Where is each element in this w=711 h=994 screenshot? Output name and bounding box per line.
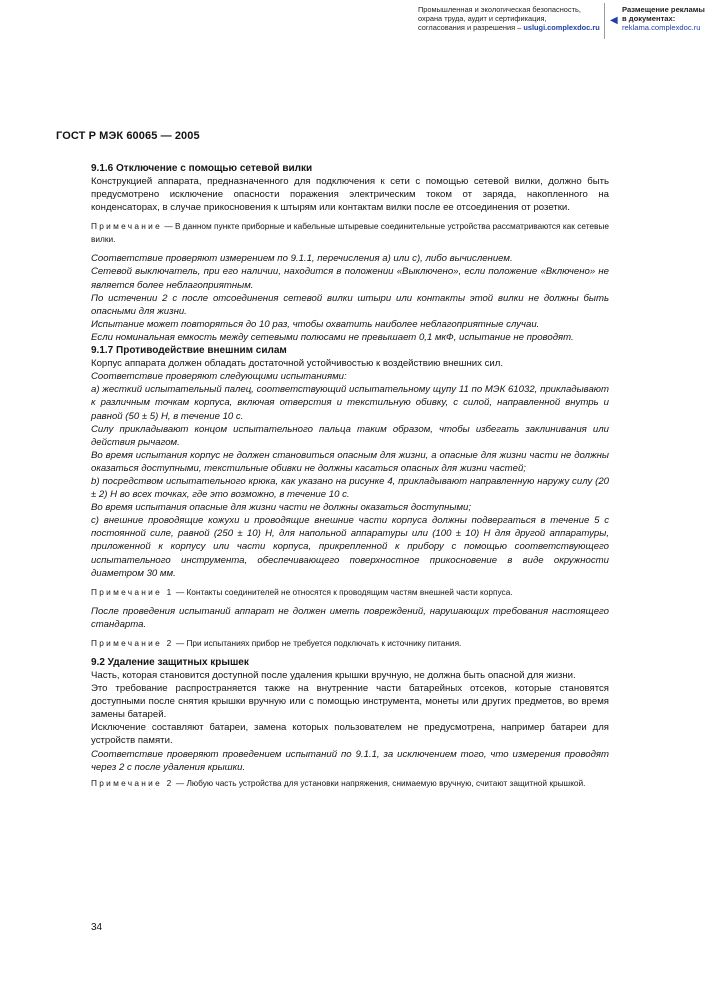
paragraph: Испытание может повторяться до 10 раз, чтобы охватить наиболее неблагоприятные случаи. [91, 318, 540, 330]
paragraph: с) внешние проводящие кожухи и проводящие внешние части корпуса должны подвергаться в течение 5 с постоянной силе, равной (250 ± 10) Н, для напольной аппаратуры или (100 ± 10) Н для другой аппаратуры, приложенной к корпусу или части корпуса, прикрепленной к прибору с помощью соответствующего испытательного инструмента, обеспечивающего поверхностное прикосновение в виде окружности диаметром 30 мм. [91, 515, 609, 579]
paragraph: Соответствие проверяют проведением испытаний по 9.1.1, за исключением того, что измерения проводят через 2 с после удаления крышки. [91, 748, 609, 773]
paragraph: Конструкцией аппарата, предназначенного для подключения к сети с помощью сетевой вилки, должно быть предусмотрено исключение опасности поражения электрическим током от заряда, накопленного на конденсаторах, в случае прикосновения к штырям или контактам вилки после ее отсоединения от розетки. [91, 176, 609, 214]
paragraph: Сетевой выключатель, при его наличии, находится в положении «Выключено», если положение «Включено» не является более неблагоприятным. [91, 266, 609, 291]
services-line: согласования и разрешения – [418, 23, 522, 33]
note-text: — Любую часть устройства для установки напряжения, снимаемую вручную, считают защитной крышкой. [173, 777, 586, 788]
paragraph: Исключение составляют батареи, замена которых пользователем не предусмотрена, например батареи для устройств памяти. [91, 722, 609, 747]
arrow-left-icon: ◀ [610, 15, 618, 26]
note [91, 220, 609, 246]
paragraph: b) посредством испытательного крюка, как указано на рисунке 4, прикладывают направленную наружу силу (20 ± 2) Н во всех точках, где это возможно, в течение 10 с. [91, 475, 609, 501]
section-heading: 9.1.7 Противодействие внешним силам [91, 345, 287, 357]
note [91, 586, 609, 599]
paragraph: Силу прикладывают концом испытательного пальца таким образом, чтобы избегать заклинивания или действия рычагом. [91, 423, 609, 448]
section-heading: 9.2 Удаление защитных крышек [91, 656, 249, 668]
paragraph: Во время испытания корпус не должен становиться опасным для жизни, а опасные для жизни части не должны оказаться доступными, текстильные обивки не должны касаться опасных для жизни частей; [91, 449, 609, 474]
page-body [91, 162, 609, 790]
paragraph: Соответствие проверяют измерением по 9.1.1, перечисления а) или с), либо вычислением. [91, 253, 513, 265]
note-text: — В данном пункте приборные и кабельные штыревые соединительные устройства рассматриваются как сетевые вилки. [91, 221, 609, 245]
paragraph: Соответствие проверяют следующими испытаниями: [91, 371, 347, 383]
paragraph: Это требование распространяется также на внутренние части батарейных отсеков, которые становятся доступными после снятия крышки вручную или с помощью инструмента, монеты или других предметов, во время замены батарей. [91, 683, 609, 721]
paragraph: а) жесткий испытательный палец, соответствующий испытательному щупу 11 по МЭК 61032, прикладывают к различным точкам корпуса, включая отверстия и текстильную обивку, с силой, направленной внутрь и равной (50 ± 5) Н, в течение 10 с. [91, 384, 609, 422]
note-label: Примечание 1 [91, 586, 174, 597]
paragraph: После проведения испытаний аппарат не должен иметь повреждений, нарушающих требования настоящего стандарта. [91, 605, 609, 630]
advertising-title: в документах: [622, 14, 676, 24]
paragraph: Если номинальная емкость между сетевыми полюсами не превышает 0,1 мкФ, испытание не проводят. [91, 331, 574, 343]
advertising-title: Размещение рекламы [622, 5, 705, 14]
paragraph: Корпус аппарата должен обладать достаточной устойчивостью к воздействию внешних сил. [91, 358, 504, 370]
section-heading: 9.1.6 Отключение с помощью сетевой вилки [91, 163, 313, 174]
note-label: Примечание 2 [91, 777, 174, 788]
paragraph: По истечении 2 с после отсоединения сетевой вилки штыри или контакты этой вилки не должны быть опасными для жизни. [91, 292, 609, 317]
document-header: ГОСТ Р МЭК 60065 — 2005 [56, 130, 200, 142]
note-label: Примечание 2 [91, 637, 174, 648]
paragraph: Во время испытания опасные для жизни части не должны оказаться доступными; [91, 502, 472, 514]
services-line: охрана труда, аудит и сертификация, [418, 14, 547, 24]
banner-divider [604, 3, 605, 39]
services-ad [418, 5, 608, 33]
ad-banner [0, 0, 711, 50]
note-text: — При испытаниях прибор не требуется подключать к источнику питания. [173, 637, 462, 648]
note-text: — Контакты соединителей не относятся к проводящим частям внешней части корпуса. [173, 586, 513, 597]
advertising-link[interactable]: reklama.complexdoc.ru [622, 23, 701, 33]
services-link[interactable]: uslugi.complexdoc.ru [523, 23, 600, 33]
note [91, 777, 609, 790]
services-line: Промышленная и экологическая безопасность, [418, 5, 581, 14]
advertising-ad [622, 5, 710, 33]
note-label: Примечание [91, 221, 163, 232]
note [91, 637, 609, 650]
paragraph: Часть, которая становится доступной после удаления крышки вручную, не должна быть опасной для жизни. [91, 670, 576, 681]
page-number: 34 [91, 922, 103, 933]
